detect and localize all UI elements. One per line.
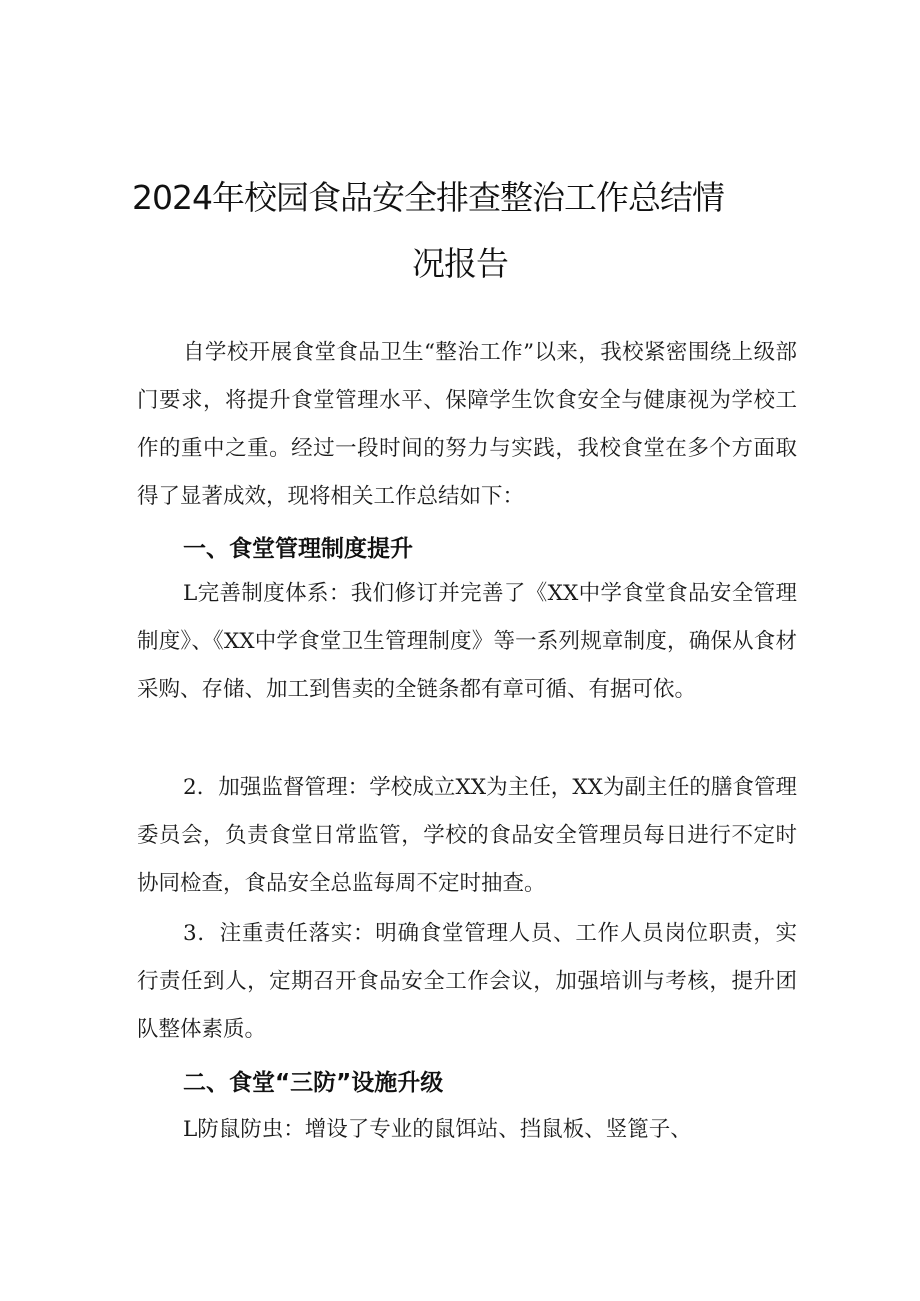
document-title-line-1: 2024年校园食品安全排查整治工作总结情 bbox=[132, 178, 724, 217]
section-heading-1: 一、食堂管理制度提升 bbox=[183, 536, 413, 562]
section1-item-2: 2．加强监督管理：学校成立XX为主任，XX为副主任的膳食管理委员会，负责食堂日常监管，学校的食品安全管理员每日进行不定时协同检查，食品安全总监每周不定时抽查。 bbox=[137, 775, 797, 896]
section1-item-1: L完善制度体系：我们修订并完善了《XX中学食堂食品安全管理制度》、《XX中学食堂卫生管理制度》等一系列规章制度，确保从食材采购、存储、加工到售卖的全链条都有章可循、有据可依。 bbox=[137, 581, 797, 702]
section1-item-3: 3．注重责任落实：明确食堂管理人员、工作人员岗位职责，实行责任到人，定期召开食品安全工作会议，加强培训与考核，提升团队整体素质。 bbox=[137, 921, 797, 1042]
document-title-line-2: 况报告 bbox=[412, 244, 508, 283]
section2-item-1: L防鼠防虫：增设了专业的鼠饵站、挡鼠板、竖篦子、 bbox=[183, 1117, 692, 1142]
section-heading-2: 二、食堂“三防”设施升级 bbox=[183, 1070, 444, 1096]
intro-paragraph: 自学校开展食堂食品卫生“整治工作”以来，我校紧密围绕上级部门要求，将提升食堂管理水平、保障学生饮食安全与健康视为学校工作的重中之重。经过一段时间的努力与实践，我校食堂在多个方面取得了显著成效，现将相关工作总结如下： bbox=[137, 340, 797, 509]
